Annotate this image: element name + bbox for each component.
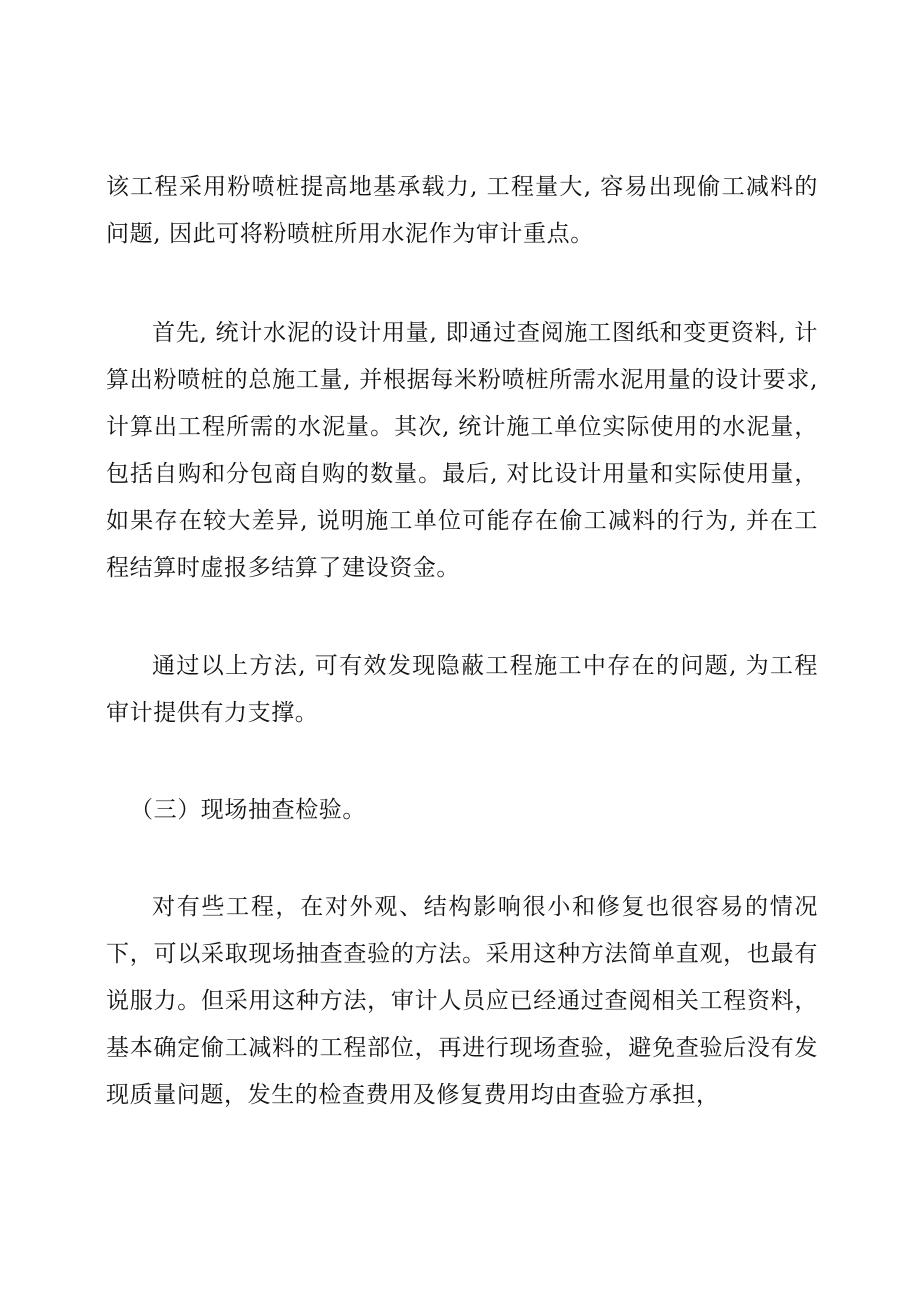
paragraph-3: 通过以上方法, 可有效发现隐蔽工程施工中存在的问题, 为工程审计提供有力支撑。 — [106, 653, 818, 726]
paragraph-1: 该工程采用粉喷桩提高地基承载力, 工程量大, 容易出现偷工减料的问题, 因此可将粉喷桩所用水泥作为审计重点。 — [106, 174, 818, 247]
paragraph-4: 对有些工程，在对外观、结构影响很小和修复也很容易的情况下，可以采取现场抽查查验的方法。采用这种方法简单直观，也最有说服力。但采用这种方法，审计人员应已经通过查阅相关工程资料，基本确定偷工减料的工程部位，再进行现场查验，避免查验后没有发现质量问题，发生的检查费用及修复费用均由查验方承担， — [106, 894, 818, 1108]
section-heading: （三）现场抽查检验。 — [130, 797, 366, 823]
paragraph-2: 首先, 统计水泥的设计用量, 即通过查阅施工图纸和变更资料, 计算出粉喷桩的总施工量, 并根据每米粉喷桩所需水泥用量的设计要求, 计算出工程所需的水泥量。其次, 统计施工单位实际使用的水泥量，包括自购和分包商自购的数量。最后, 对比设计用量和实际使用量，如果存在较大差异, 说明施工单位可能存在偷工减料的行为, 并在工程结算时虚报多结算了建设资金。 — [106, 320, 818, 581]
